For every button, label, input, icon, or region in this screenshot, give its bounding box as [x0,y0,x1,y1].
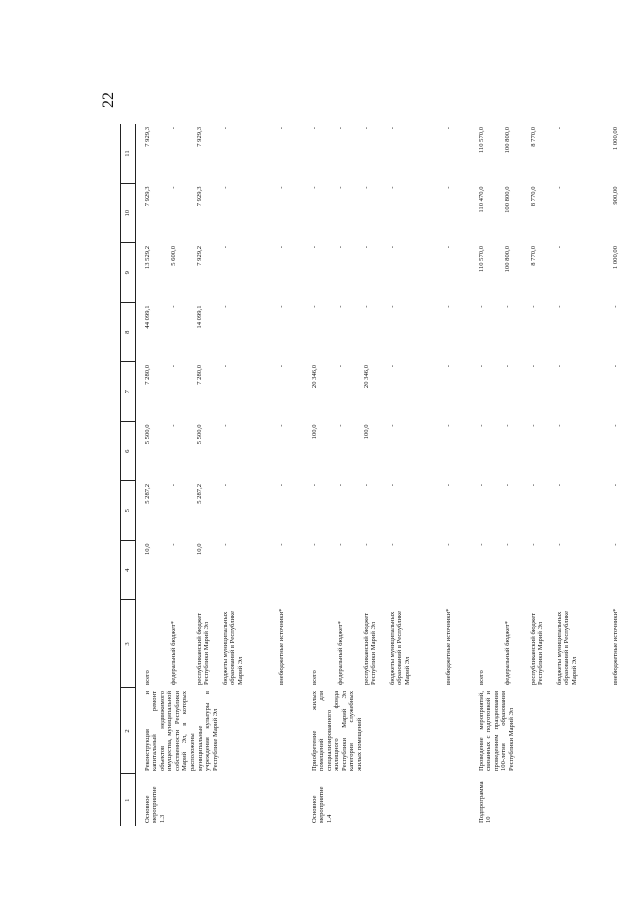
amount-cell: 100 800,0 [503,246,511,273]
program-name-cell: Реконструкция и капитальный ремонт объектов недвижимого имущества, муниципальной собственности Республики Марий Эл, в которых расположены муниципальные учреждения культуры в Республике Марий Эл [143,691,219,771]
funding-source-cell: республиканский бюджет Республики Марий Эл [195,612,211,685]
amount-cell: - [277,543,285,546]
header-cell: 9 [121,243,136,303]
rotated-table-wrapper [120,124,630,826]
amount-cell: - [310,543,318,546]
amount-cell: 7 929,3 [143,186,151,207]
amount-cell: - [555,186,563,189]
amount-cell: 8 770,0 [529,186,537,207]
amount-cell: - [529,305,537,308]
amount-cell: 10,0 [195,543,203,556]
amount-cell: - [611,484,619,487]
amount-cell: 110 570,0 [477,127,485,154]
amount-cell: 100,0 [362,424,370,440]
header-cell: 4 [121,541,136,601]
amount-cell: - [221,484,229,487]
amount-cell: 100 800,0 [503,127,511,154]
amount-cell: - [169,365,177,368]
funding-source-cell: внебюджетные источники* [444,608,452,685]
header-cell: 3 [121,600,136,688]
amount-cell: - [310,246,318,249]
funding-source-cell: всего [143,670,151,685]
amount-cell: - [221,424,229,427]
amount-cell: - [169,305,177,308]
amount-cell: - [529,424,537,427]
amount-cell: - [611,543,619,546]
page-number: 22 [100,92,117,108]
funding-source-cell: всего [477,670,485,685]
amount-cell: - [277,365,285,368]
amount-cell: - [388,424,396,427]
amount-cell: 7 929,3 [143,127,151,147]
amount-cell: - [336,365,344,368]
amount-cell: - [444,127,452,130]
funding-source-cell: республиканский бюджет Республики Марий Эл [529,612,545,685]
amount-cell: 7 929,3 [195,186,203,207]
amount-cell: - [503,305,511,308]
amount-cell: - [362,484,370,487]
amount-cell: - [388,305,396,308]
amount-cell: - [529,365,537,368]
amount-cell: - [444,246,452,249]
program-code-cell: Подпрограмма 10 [477,781,493,823]
header-row [121,124,136,826]
amount-cell: - [388,365,396,368]
funding-source-cell: внебюджетные источники* [611,608,619,685]
amount-cell: - [444,186,452,189]
amount-cell: - [277,424,285,427]
amount-cell: - [388,127,396,130]
program-name-cell: Приобретение жилых помещений для специализированного жилищного фонда Республики Марий Эл категории служебных жилых помещений [310,691,364,771]
amount-cell: - [362,127,370,130]
header-cell: 5 [121,481,136,541]
amount-cell: - [310,127,318,130]
amount-cell: - [555,484,563,487]
amount-cell: - [221,246,229,249]
amount-cell: - [503,543,511,546]
amount-cell: - [221,543,229,546]
table-body [135,124,637,826]
amount-cell: - [388,484,396,487]
amount-cell: - [310,484,318,487]
amount-cell: - [336,484,344,487]
header-cell: 10 [121,184,136,244]
amount-cell: 20 346,0 [362,365,370,389]
amount-cell: - [444,484,452,487]
amount-cell: - [310,305,318,308]
amount-cell: - [362,305,370,308]
amount-cell: 8 770,0 [529,127,537,147]
budget-table [120,124,637,826]
amount-cell: - [336,305,344,308]
amount-cell: - [362,246,370,249]
amount-cell: - [336,246,344,249]
amount-cell: 900,00 [611,186,619,205]
program-code-cell: Основное мероприятие 1.4 [310,786,333,823]
header-cell: 6 [121,422,136,482]
funding-source-cell: федеральный бюджет* [169,621,177,685]
amount-cell: - [503,484,511,487]
funding-source-cell: внебюджетные источники* [277,608,285,685]
amount-cell: - [221,127,229,130]
amount-cell: 110 470,0 [477,186,485,213]
amount-cell: - [388,246,396,249]
amount-cell: 7 280,0 [143,365,151,385]
amount-cell: - [362,543,370,546]
amount-cell: 100,0 [310,424,318,440]
header-cell: 11 [121,124,136,184]
funding-source-cell: бюджеты муниципальных образований в Республике Марий Эл [221,611,244,685]
amount-cell: 5 500,0 [195,424,203,445]
amount-cell: 1 000,00 [611,246,619,270]
funding-source-cell: федеральный бюджет* [503,621,511,685]
amount-cell: - [555,424,563,427]
amount-cell: - [444,305,452,308]
amount-cell: 14 099,1 [195,305,203,329]
amount-cell: 5 600,0 [169,246,177,266]
amount-cell: - [169,543,177,546]
amount-cell: - [477,365,485,368]
amount-cell: - [362,186,370,189]
funding-source-cell: бюджеты муниципальных образований в Республике Марий Эл [388,611,411,685]
amount-cell: - [221,305,229,308]
amount-cell: 7 929,2 [195,246,203,266]
amount-cell: 20 346,0 [310,365,318,389]
amount-cell: 1 000,00 [611,127,619,151]
amount-cell: - [169,424,177,427]
amount-cell: - [555,127,563,130]
amount-cell: - [169,186,177,189]
amount-cell: - [477,543,485,546]
amount-cell: - [529,543,537,546]
amount-cell: - [388,186,396,189]
amount-cell: 5 500,0 [143,424,151,445]
amount-cell: - [221,186,229,189]
funding-source-cell: всего [310,670,318,685]
amount-cell: - [388,543,396,546]
amount-cell: 7 280,0 [195,365,203,385]
amount-cell: 10,0 [143,543,151,556]
amount-cell: - [477,484,485,487]
amount-cell: - [310,186,318,189]
table-row [470,124,503,826]
amount-cell: 13 529,2 [143,246,151,270]
header-cell: 1 [121,774,136,826]
funding-source-cell: бюджеты муниципальных образований в Республике Марий Эл [555,611,578,685]
program-name-cell: Проведение мероприятий, связанных с подготовкой и проведением празднования 100-летия образования Республики Марий Эл [477,691,515,771]
amount-cell: - [503,424,511,427]
amount-cell: 5 287,2 [143,484,151,504]
amount-cell: - [336,543,344,546]
amount-cell: - [336,424,344,427]
amount-cell: - [529,484,537,487]
amount-cell: - [277,246,285,249]
amount-cell: - [444,365,452,368]
program-code-cell: Основное мероприятие 1.3 [143,786,166,823]
amount-cell: - [169,127,177,130]
amount-cell: 7 929,3 [195,127,203,147]
table-row [303,124,336,826]
amount-cell: - [555,365,563,368]
amount-cell: 110 570,0 [477,246,485,273]
header-cell: 8 [121,303,136,363]
amount-cell: 100 800,0 [503,186,511,213]
amount-cell: - [477,424,485,427]
amount-cell: - [277,484,285,487]
amount-cell: 8 770,0 [529,246,537,266]
funding-source-cell: республиканский бюджет Республики Марий Эл [362,612,378,685]
amount-cell: - [277,127,285,130]
funding-source-cell: федеральный бюджет* [336,621,344,685]
amount-cell: 44 099,1 [143,305,151,329]
amount-cell: - [444,424,452,427]
header-cell: 2 [121,688,136,774]
amount-cell: - [611,424,619,427]
amount-cell: - [444,543,452,546]
amount-cell: - [336,127,344,130]
amount-cell: - [503,365,511,368]
amount-cell: - [611,305,619,308]
amount-cell: 5 287,2 [195,484,203,504]
amount-cell: - [277,305,285,308]
amount-cell: - [555,246,563,249]
amount-cell: - [336,186,344,189]
amount-cell: - [611,365,619,368]
amount-cell: - [169,484,177,487]
amount-cell: - [477,305,485,308]
header-cell: 7 [121,362,136,422]
table-row [135,124,169,826]
amount-cell: - [555,305,563,308]
amount-cell: - [277,186,285,189]
amount-cell: - [555,543,563,546]
amount-cell: - [221,365,229,368]
